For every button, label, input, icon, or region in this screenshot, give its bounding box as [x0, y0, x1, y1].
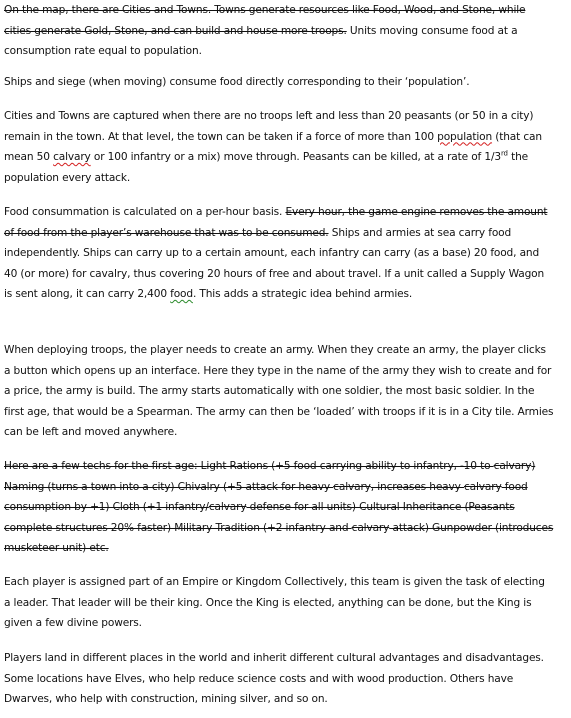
struck-spellcheck-word: calvary — [333, 480, 371, 493]
paragraph-text: Players land in different places in the world and inherit different cultural advantages and disadvantages. Some locations have Elves, who help reduce science costs and with wood production. Others have Dwarves, who help with construction, mining silver, and so on. — [4, 652, 544, 705]
paragraph-food-consumption — [4, 202, 554, 305]
struck-spellcheck-word: calvary — [208, 501, 247, 513]
struck-spellcheck-word: calvary — [351, 521, 390, 534]
paragraph-text: Ships and armies at sea carry food independently. Ships can carry up to a certain amount, each infantry can carry (as a base) 20 food, and 40 (or more) for cavalry, thus covering 20 hours of free and about travel. If a unit called a Supply Wagon is sent along, it can carry 2,400 — [4, 226, 545, 300]
struck-text: Here are a few techs for the first age: Light Rations (+5 food carrying ability to infantry, -10 to — [4, 460, 494, 472]
paragraph-text: Cities and Towns are captured when there are no troops left and less than 20 peasants (or 50 in a city) remain in the town. At that level, the town can be taken if a force of more than 100 — [4, 110, 534, 143]
paragraph-text: (that can mean 50 — [4, 130, 542, 163]
struck-text: defense for all units) Cultural Inheritance (Peasants complete structures 20% faster) Military Tradition (+2 infantry and — [4, 501, 515, 534]
paragraph-map-resources — [4, 0, 554, 62]
struck-text: , increases heavy — [370, 480, 464, 493]
paragraph-capture-rules — [4, 106, 554, 188]
paragraph-text: or 100 infantry or a mix) move through. Peasants can be killed, at a rate of 1/3 — [90, 151, 501, 163]
paragraph-text: the population every attack. — [4, 151, 529, 184]
paragraph-text: . This adds a strategic idea behind armies. — [192, 288, 413, 300]
struck-text: Every hour, the game engine removes the amount of food from the player’s warehouse that was to be consumed. — [4, 206, 548, 239]
paragraph-races — [4, 648, 554, 710]
paragraph-ships-siege — [4, 72, 554, 93]
paragraph-deploying-troops — [4, 340, 554, 443]
ordinal-suffix: rd — [500, 149, 508, 158]
struck-text: attack) Gunpowder (introduces musketeer unit) etc. — [4, 521, 554, 554]
paragraph-text: Ships and siege (when moving) consume food directly corresponding to their ‘population’. — [4, 76, 470, 88]
paragraph-text: When deploying troops, the player needs to create an army. When they create an army, the player clicks a button which opens up an interface. Here they type in the name of the army they wish to create and for a price, the army is build. The army starts automatically with one soldier, the most basic soldier. In the first age, that would be a Spearman. The army can then be ‘loaded’ with troops if it is in a City tile. Armies can be left and moved anywhere. — [4, 344, 554, 438]
grammar-check-word: food — [170, 288, 193, 300]
paragraph-king-election — [4, 572, 554, 634]
struck-text: On the map, there are Cities and Towns. Towns generate resources like Food, Wood, and Stone, while cities generate Gold, Stone, and can build and house more troops. — [4, 4, 526, 37]
spellcheck-word: calvary — [53, 151, 91, 163]
paragraph-techs — [4, 456, 554, 559]
struck-spellcheck-word: calvary — [463, 480, 502, 493]
struck-text: ) Naming (turns a town into a city) Chivalry (+5 attack for heavy — [4, 460, 536, 493]
paragraph-text: Units moving consume food at a consumption rate equal to population. — [4, 24, 518, 57]
spellcheck-word: population — [437, 130, 493, 143]
paragraph-text: Each player is assigned part of an Empire or Kingdom Collectively, this team is given the task of electing a leader. That leader will be their king. Once the King is elected, anything can be done, but the King is given a few divine powers. — [4, 576, 545, 629]
struck-text: food consumption by +1) Cloth (+1 infantry/ — [4, 480, 528, 513]
struck-spellcheck-word: calvary — [493, 460, 532, 472]
paragraph-text: Food consummation is calculated on a per-hour basis. — [4, 206, 286, 218]
